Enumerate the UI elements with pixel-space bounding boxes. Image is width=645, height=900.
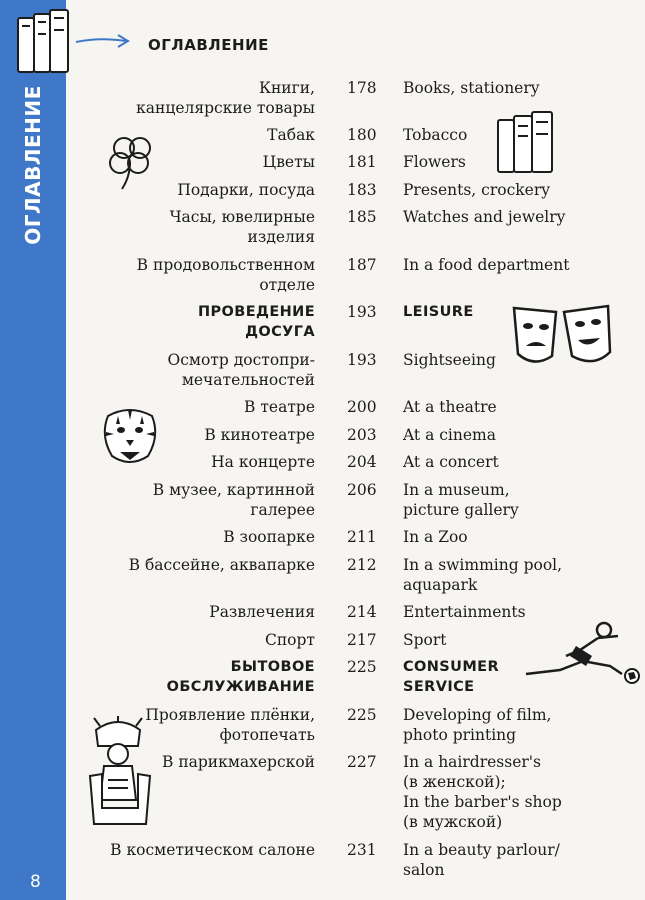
toc-en-title: In a swimming pool, aquapark <box>403 556 563 594</box>
page-title: ОГЛАВЛЕНИЕ <box>148 36 269 54</box>
toc-en-title: At a concert <box>403 453 499 471</box>
toc-page: 204 <box>347 453 377 471</box>
toc-page: 178 <box>347 79 377 97</box>
toc-en-title: Presents, crockery <box>403 181 550 199</box>
toc-page: 185 <box>347 208 377 226</box>
toc-page: 225 <box>347 658 377 676</box>
toc-page: 214 <box>347 603 377 621</box>
toc-en-title: In a museum, picture gallery <box>403 481 519 519</box>
books-icon <box>14 4 76 76</box>
toc-ru-title: Табак <box>267 126 315 144</box>
toc-en-title: Entertainments <box>403 603 526 621</box>
toc-page: 200 <box>347 398 377 416</box>
toc-ru-title: Проявление плёнки, фотопечать <box>145 706 315 744</box>
hairdryer-person-icon <box>78 716 162 828</box>
toc-page: 193 <box>347 351 377 369</box>
toc-en-title: In a food department <box>403 256 570 274</box>
sidebar <box>0 0 66 900</box>
toc-page: 203 <box>347 426 377 444</box>
toc-ru-title: Книги, канцелярские товары <box>136 79 315 117</box>
toc-page: 227 <box>347 753 377 771</box>
toc-ru-title: В парикмахерской <box>162 753 315 771</box>
clover-icon <box>102 132 162 192</box>
tiger-icon <box>98 402 162 468</box>
toc-page: 231 <box>347 841 377 859</box>
toc-en-title: At a cinema <box>403 426 496 444</box>
toc-en-title: At a theatre <box>403 398 497 416</box>
toc-section-en-title: LEISURE <box>403 304 474 320</box>
toc-ru-title: Осмотр достопри- мечательностей <box>167 351 315 389</box>
toc-ru-title: Цветы <box>262 153 315 171</box>
toc-page: 217 <box>347 631 377 649</box>
theatre-masks-icon <box>506 298 618 376</box>
books-icon <box>494 106 558 176</box>
toc-en-title: Developing of film, photo printing <box>403 706 552 744</box>
toc-ru-title: Развлечения <box>209 603 315 621</box>
toc-page: 187 <box>347 256 377 274</box>
toc-page: 206 <box>347 481 377 499</box>
toc-ru-title: В продовольственном отделе <box>136 256 315 294</box>
toc-section-ru-title: БЫТОВОЕ ОБСЛУЖИВАНИЕ <box>166 659 315 695</box>
toc-page: 225 <box>347 706 377 724</box>
toc-ru-title: Часы, ювелирные изделия <box>169 208 315 246</box>
toc-page: 181 <box>347 153 377 171</box>
page-number: 8 <box>30 872 41 892</box>
toc-en-title: In a beauty parlour/ salon <box>403 841 560 879</box>
toc-ru-title: В зоопарке <box>223 528 315 546</box>
toc-ru-title: Спорт <box>264 631 315 649</box>
toc-ru-title: На концерте <box>211 453 315 471</box>
toc-en-title: Flowers <box>403 153 466 171</box>
toc-ru-title: Подарки, посуда <box>177 181 315 199</box>
toc-en-title: In a Zoo <box>403 528 468 546</box>
toc-ru-title: В бассейне, аквапарке <box>128 556 315 574</box>
toc-en-title: In a hairdresser's (в женской); In the barber's shop (в мужской) <box>403 753 562 831</box>
toc-en-title: Tobacco <box>403 126 468 144</box>
toc-page: 193 <box>347 303 377 321</box>
toc-section-ru-title: ПРОВЕДЕНИЕ ДОСУГА <box>197 304 315 340</box>
toc-en-title: Watches and jewelry <box>403 208 566 226</box>
toc-page: 183 <box>347 181 377 199</box>
toc-section-en-title: CONSUMER SERVICE <box>403 659 500 695</box>
footballer-icon <box>518 616 642 688</box>
toc-en-title: Sightseeing <box>403 351 496 369</box>
toc-page: 180 <box>347 126 377 144</box>
toc-en-title: Sport <box>403 631 447 649</box>
toc-ru-title: В кинотеатре <box>204 426 315 444</box>
toc-en-title: Books, stationery <box>403 79 540 97</box>
toc-page: 211 <box>347 528 377 546</box>
toc-ru-title: В театре <box>244 398 315 416</box>
toc-page: 212 <box>347 556 377 574</box>
sidebar-title: ОГЛАВЛЕНИЕ <box>21 85 45 245</box>
toc-ru-title: В косметическом салоне <box>110 841 315 859</box>
toc-ru-title: В музее, картинной галерее <box>152 481 315 519</box>
arrow-right-icon <box>74 33 134 49</box>
